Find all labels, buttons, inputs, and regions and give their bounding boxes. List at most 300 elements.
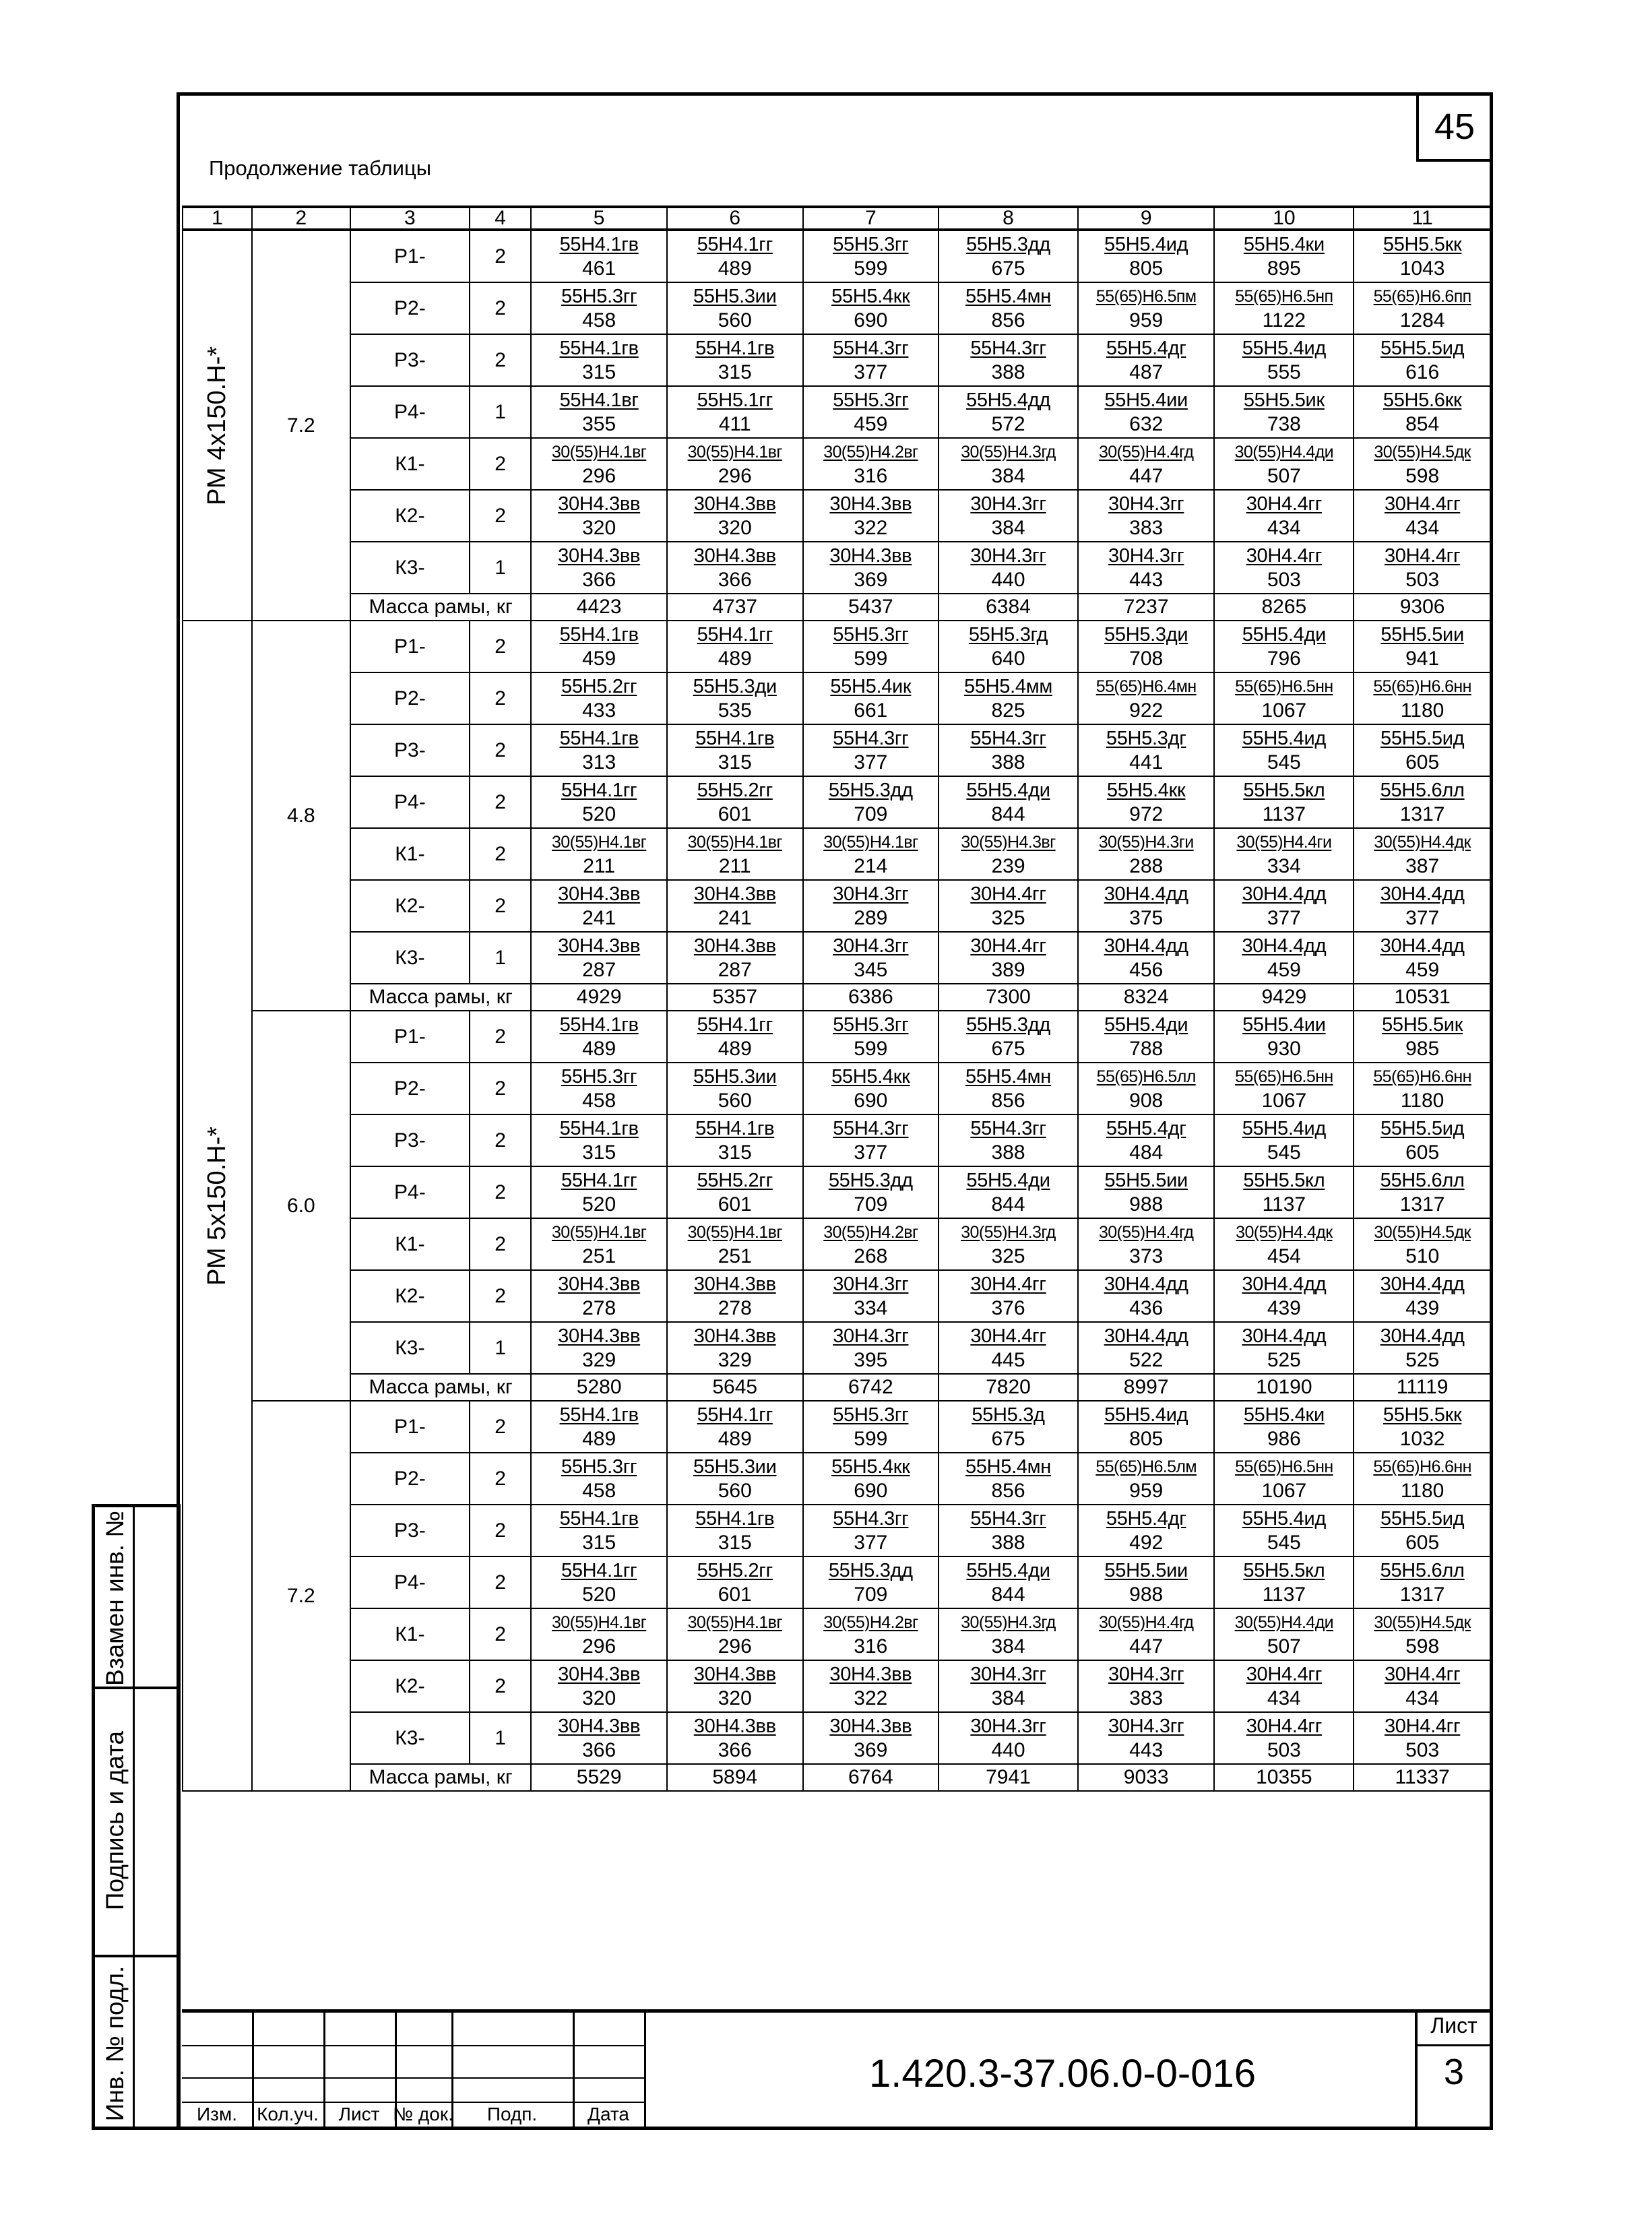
element-mark: 30Н4.4дд — [1380, 883, 1465, 905]
element-label: Р2- — [350, 1453, 470, 1505]
element-mark: 55Н4.1гв — [695, 1117, 775, 1139]
element-count: 2 — [470, 1505, 532, 1556]
mass-value: 7941 — [939, 1764, 1078, 1791]
mark-cell — [1354, 776, 1491, 828]
element-label: Р4- — [350, 776, 470, 828]
element-mark: 55Н5.2гг — [561, 675, 637, 697]
element-mark: 55Н5.5ик — [1243, 389, 1325, 411]
element-mark: 30Н4.3вв — [558, 883, 641, 905]
mark-cell — [1354, 621, 1491, 672]
element-count: 2 — [470, 1556, 532, 1608]
mark-cell — [1214, 490, 1354, 542]
element-mark: 55Н5.3гг — [833, 623, 909, 646]
mark-cell — [1078, 334, 1215, 386]
element-count: 2 — [470, 621, 532, 672]
mass-value: 10355 — [1214, 1764, 1354, 1791]
mark-cell — [939, 490, 1078, 542]
element-weight: 675 — [991, 1427, 1025, 1450]
element-mark: 30(55)Н4.1вг — [823, 832, 918, 852]
element-weight: 522 — [1129, 1348, 1164, 1371]
element-weight: 278 — [718, 1296, 752, 1319]
mass-value: 8997 — [1078, 1374, 1215, 1401]
element-label: Р1- — [350, 1401, 470, 1453]
element-weight: 377 — [854, 751, 888, 774]
mark-cell — [939, 724, 1078, 776]
mark-cell — [939, 1712, 1078, 1764]
element-weight: 487 — [1129, 360, 1164, 383]
mark-cell — [1354, 1166, 1491, 1218]
element-mark: 30Н4.4гг — [1246, 493, 1322, 515]
mark-cell — [803, 1270, 939, 1322]
mark-cell — [1214, 1322, 1354, 1374]
element-label: Р3- — [350, 334, 470, 386]
element-mark: 30Н4.3вв — [829, 493, 912, 515]
element-mark: 30Н4.3гг — [1108, 1663, 1184, 1685]
mark-cell — [1214, 1270, 1354, 1322]
mark-cell — [1214, 386, 1354, 438]
element-mark: 55Н5.6лл — [1380, 779, 1465, 801]
element-mark: 30Н4.3вв — [693, 1715, 776, 1737]
element-weight: 599 — [854, 257, 888, 280]
element-mark: 55Н5.4ид — [1242, 1117, 1326, 1139]
inv-orig-label: Инв. № подл. — [101, 1965, 129, 2122]
element-mark: 55Н4.1гв — [695, 727, 775, 749]
mark-cell — [803, 230, 939, 282]
element-mark: 30Н4.3вв — [693, 1273, 776, 1295]
element-weight: 459 — [1405, 958, 1440, 981]
mark-cell — [939, 1270, 1078, 1322]
mark-cell — [667, 1660, 803, 1712]
element-weight: 433 — [582, 699, 616, 722]
element-label: Р2- — [350, 282, 470, 334]
mark-cell — [667, 282, 803, 334]
element-weight: 373 — [1129, 1245, 1164, 1267]
document-number: 1.420.3-37.06.0-0-016 — [869, 2052, 1256, 2096]
element-mark: 55Н5.3гг — [833, 389, 909, 411]
element-mark: 55Н4.1гг — [697, 1404, 773, 1426]
mark-cell — [667, 438, 803, 490]
element-mark: 55Н5.4ид — [1242, 727, 1326, 749]
element-mark: 30Н4.4гг — [1384, 544, 1461, 567]
element-weight: 1180 — [1400, 1479, 1444, 1502]
mark-cell — [531, 282, 667, 334]
element-weight: 988 — [1129, 1193, 1164, 1216]
element-weight: 844 — [991, 1193, 1025, 1216]
element-weight: 384 — [991, 464, 1025, 487]
element-mark: 55Н5.3дд — [966, 233, 1050, 255]
element-mark: 55Н4.1гг — [561, 1169, 637, 1191]
element-mark: 55Н4.3гг — [833, 337, 909, 359]
mark-cell — [531, 1218, 667, 1270]
element-mark: 55Н5.6лл — [1380, 1169, 1465, 1191]
element-count: 2 — [470, 1453, 532, 1505]
mark-cell — [667, 1270, 803, 1322]
element-mark: 30(55)Н4.5дк — [1374, 1612, 1471, 1632]
column-header: 2 — [252, 207, 350, 230]
element-mark: 30Н4.4дд — [1380, 935, 1465, 957]
mark-cell — [1354, 1660, 1491, 1712]
element-weight: 959 — [1129, 309, 1164, 332]
element-weight: 520 — [582, 802, 616, 825]
column-header: 5 — [531, 207, 667, 230]
element-mark: 55Н5.4кк — [831, 285, 910, 307]
mark-cell — [531, 1505, 667, 1556]
element-mark: 30(55)Н4.1вг — [552, 442, 647, 462]
element-weight: 316 — [854, 1635, 888, 1658]
mark-cell — [531, 386, 667, 438]
element-weight: 503 — [1405, 568, 1440, 591]
element-weight: 287 — [718, 958, 752, 981]
element-mark: 55Н5.3гг — [833, 1013, 909, 1036]
mark-cell — [803, 1322, 939, 1374]
element-weight: 972 — [1129, 802, 1164, 825]
mark-cell — [803, 1063, 939, 1114]
mark-cell — [1354, 1270, 1491, 1322]
mark-cell — [1078, 1401, 1215, 1453]
element-weight: 675 — [991, 1037, 1025, 1060]
mark-cell — [1214, 1505, 1354, 1556]
mark-cell — [531, 490, 667, 542]
mark-cell — [667, 1322, 803, 1374]
mass-value: 9306 — [1354, 594, 1491, 621]
mass-value: 6384 — [939, 594, 1078, 621]
mark-cell — [803, 776, 939, 828]
element-weight: 520 — [582, 1193, 616, 1216]
mass-value: 4737 — [667, 594, 803, 621]
element-weight: 459 — [1267, 958, 1301, 981]
table-row — [183, 1712, 1491, 1764]
element-mark: 30Н4.4гг — [970, 1325, 1046, 1347]
element-mark: 30Н4.4дд — [1242, 883, 1327, 905]
element-weight: 445 — [991, 1348, 1025, 1371]
mark-cell — [667, 880, 803, 932]
element-weight: 489 — [718, 1427, 752, 1450]
element-weight: 1067 — [1261, 1479, 1307, 1502]
element-weight: 329 — [718, 1348, 752, 1371]
series-label-cell — [183, 621, 252, 1791]
element-weight: 675 — [991, 257, 1025, 280]
element-count: 1 — [470, 1322, 532, 1374]
element-weight: 325 — [991, 906, 1025, 929]
mark-cell — [667, 1218, 803, 1270]
mark-cell — [1214, 828, 1354, 880]
element-weight: 1180 — [1400, 699, 1444, 722]
mass-value: 11119 — [1354, 1374, 1491, 1401]
element-weight: 439 — [1267, 1296, 1301, 1319]
mark-cell — [1078, 1453, 1215, 1505]
element-weight: 388 — [991, 1531, 1025, 1554]
mark-cell — [1214, 438, 1354, 490]
element-weight: 251 — [582, 1245, 616, 1267]
element-mark: 55Н5.5ид — [1380, 1117, 1465, 1139]
mark-cell — [1354, 1556, 1491, 1608]
table-row — [183, 1114, 1491, 1166]
element-mark: 30Н4.3гг — [970, 1715, 1046, 1737]
table-row — [183, 1608, 1491, 1660]
element-count: 2 — [470, 724, 532, 776]
element-mark: 55Н5.5ии — [1380, 623, 1464, 646]
element-weight: 296 — [582, 464, 616, 487]
mark-cell — [803, 1505, 939, 1556]
element-weight: 825 — [991, 699, 1025, 722]
mark-cell — [803, 1453, 939, 1505]
stamp-label-izm: Изм. — [197, 2104, 237, 2124]
element-weight: 507 — [1267, 1635, 1301, 1658]
element-mark: 55Н5.3д — [972, 1404, 1045, 1426]
mass-value: 5645 — [667, 1374, 803, 1401]
mark-cell — [1354, 1401, 1491, 1453]
mass-row — [183, 1374, 1491, 1401]
element-weight: 389 — [991, 958, 1025, 981]
table-row — [183, 1166, 1491, 1218]
element-count: 1 — [470, 542, 532, 594]
column-header: 7 — [803, 207, 939, 230]
series-label: РМ 5х150.Н-* — [203, 1126, 232, 1286]
element-count: 2 — [470, 1401, 532, 1453]
table-row — [183, 1218, 1491, 1270]
series-label-cell — [183, 230, 252, 621]
mark-cell — [1354, 828, 1491, 880]
element-weight: 985 — [1405, 1037, 1440, 1060]
replaced-inv-label: Взамен инв. № — [101, 1511, 129, 1686]
mark-cell — [531, 1011, 667, 1063]
element-weight: 377 — [1267, 906, 1301, 929]
element-weight: 316 — [854, 464, 888, 487]
mark-cell — [1354, 386, 1491, 438]
element-mark: 30(55)Н4.1вг — [552, 1222, 647, 1242]
mass-value: 6742 — [803, 1374, 939, 1401]
element-mark: 55Н5.4ди — [966, 1169, 1050, 1191]
element-mark: 55Н4.3гг — [833, 727, 909, 749]
mark-cell — [939, 776, 1078, 828]
element-mark: 30(55)Н4.4дк — [1236, 1222, 1333, 1242]
element-weight: 489 — [718, 257, 752, 280]
mark-cell — [531, 542, 667, 594]
mark-cell — [803, 1401, 939, 1453]
mark-cell — [939, 1218, 1078, 1270]
element-mark: 55Н4.1гг — [697, 233, 773, 255]
element-weight: 443 — [1129, 1738, 1164, 1761]
element-mark: 55Н4.3гг — [833, 1117, 909, 1139]
element-weight: 708 — [1129, 647, 1164, 670]
element-label: К3- — [350, 932, 470, 984]
element-weight: 434 — [1405, 1687, 1440, 1709]
table-row — [183, 230, 1491, 282]
element-label: К2- — [350, 490, 470, 542]
table-row — [183, 1011, 1491, 1063]
element-mark: 55Н5.3ии — [693, 1455, 777, 1478]
mark-cell — [803, 1660, 939, 1712]
element-weight: 484 — [1129, 1141, 1164, 1164]
element-label: К1- — [350, 1608, 470, 1660]
mass-row — [183, 984, 1491, 1011]
element-mark: 55Н4.3гг — [970, 727, 1046, 749]
element-mark: 55Н5.2гг — [697, 1559, 773, 1581]
element-mark: 55(65)Н6.6нн — [1373, 1457, 1471, 1476]
mass-value: 5437 — [803, 594, 939, 621]
element-weight: 434 — [1267, 1687, 1301, 1709]
element-weight: 941 — [1405, 647, 1440, 670]
element-label: К3- — [350, 1322, 470, 1374]
element-mark: 55Н5.6кк — [1383, 389, 1462, 411]
mass-value: 7237 — [1078, 594, 1215, 621]
element-label: Р3- — [350, 1505, 470, 1556]
height-value: 6.0 — [252, 1011, 350, 1401]
element-weight: 796 — [1267, 647, 1301, 670]
mark-cell — [1078, 490, 1215, 542]
element-mark: 55Н5.3ии — [693, 1065, 777, 1088]
element-mark: 30Н4.3вв — [829, 544, 912, 567]
element-mark: 30(55)Н4.4ги — [1236, 832, 1332, 852]
mass-value: 10531 — [1354, 984, 1491, 1011]
mark-cell — [531, 1270, 667, 1322]
element-weight: 503 — [1267, 1738, 1301, 1761]
stamp-label-date: Дата — [587, 2104, 630, 2124]
mark-cell — [1214, 1011, 1354, 1063]
mark-cell — [1214, 672, 1354, 724]
sheet-label: Лист — [1430, 2013, 1478, 2038]
element-label: К2- — [350, 1270, 470, 1322]
element-weight: 1032 — [1399, 1427, 1445, 1450]
element-weight: 489 — [718, 1037, 752, 1060]
mark-cell — [1214, 776, 1354, 828]
mark-cell — [667, 1114, 803, 1166]
mark-cell — [1078, 1114, 1215, 1166]
element-weight: 315 — [718, 360, 752, 383]
element-weight: 366 — [582, 1738, 616, 1761]
mark-cell — [939, 932, 1078, 984]
element-mark: 55Н5.3гг — [561, 285, 637, 307]
mark-cell — [531, 1114, 667, 1166]
element-label: К1- — [350, 1218, 470, 1270]
element-mark: 30Н4.3вв — [693, 493, 776, 515]
element-weight: 738 — [1267, 412, 1301, 435]
element-mark: 30Н4.4дд — [1242, 1325, 1327, 1347]
element-mark: 30Н4.4гг — [970, 935, 1046, 957]
mass-label: Масса рамы, кг — [350, 1374, 531, 1401]
element-mark: 30Н4.3гг — [833, 1325, 909, 1347]
mark-cell — [667, 1608, 803, 1660]
table-row — [183, 1270, 1491, 1322]
table-row — [183, 621, 1491, 672]
mark-cell — [1354, 334, 1491, 386]
mark-cell — [531, 932, 667, 984]
table-row — [183, 880, 1491, 932]
element-mark: 55(65)Н6.5лм — [1095, 1457, 1197, 1476]
element-mark: 30Н4.3вв — [558, 1273, 641, 1295]
element-mark: 30(55)Н4.1вг — [687, 442, 782, 462]
column-header: 4 — [470, 207, 532, 230]
mark-cell — [667, 724, 803, 776]
element-mark: 55Н5.3гг — [561, 1455, 637, 1478]
element-mark: 55Н5.3гг — [833, 233, 909, 255]
element-weight: 525 — [1267, 1348, 1301, 1371]
mark-cell — [531, 1608, 667, 1660]
element-weight: 461 — [582, 257, 616, 280]
element-mark: 30(55)Н4.3ги — [1098, 832, 1194, 852]
table-row — [183, 776, 1491, 828]
mark-cell — [531, 880, 667, 932]
mark-cell — [1354, 230, 1491, 282]
mark-cell — [1214, 334, 1354, 386]
element-mark: 55Н4.1гв — [695, 1507, 775, 1530]
element-weight: 601 — [718, 1583, 752, 1606]
element-weight: 434 — [1405, 516, 1440, 539]
element-mark: 55Н5.3ди — [1104, 623, 1188, 646]
element-weight: 388 — [991, 360, 1025, 383]
element-mark: 55Н5.2гг — [697, 779, 773, 801]
element-mark: 30Н4.3вв — [558, 493, 641, 515]
mark-cell — [531, 1712, 667, 1764]
element-weight: 355 — [582, 412, 616, 435]
element-label: К1- — [350, 828, 470, 880]
mark-cell — [1078, 1218, 1215, 1270]
mark-cell — [939, 1505, 1078, 1556]
element-weight: 856 — [991, 1089, 1025, 1112]
element-weight: 369 — [854, 568, 888, 591]
mark-cell — [1078, 438, 1215, 490]
element-mark: 30Н4.3вв — [693, 1325, 776, 1347]
mark-cell — [1354, 1011, 1491, 1063]
element-weight: 315 — [718, 751, 752, 774]
mark-cell — [803, 880, 939, 932]
element-weight: 805 — [1129, 1427, 1164, 1450]
element-weight: 1137 — [1262, 1193, 1306, 1216]
element-mark: 30Н4.4гг — [1246, 544, 1322, 567]
element-label: Р1- — [350, 230, 470, 282]
element-mark: 30Н4.3вв — [829, 1715, 912, 1737]
mark-cell — [1078, 1712, 1215, 1764]
element-mark: 55Н5.4ид — [1104, 233, 1188, 255]
element-label: Р1- — [350, 1011, 470, 1063]
mark-cell — [803, 1011, 939, 1063]
mark-cell — [939, 282, 1078, 334]
element-weight: 922 — [1129, 699, 1164, 722]
mark-cell — [1214, 1556, 1354, 1608]
element-mark: 55Н4.3гг — [970, 1117, 1046, 1139]
element-mark: 30Н4.3вв — [558, 544, 641, 567]
mark-cell — [667, 1401, 803, 1453]
mark-cell — [667, 1063, 803, 1114]
mark-cell — [939, 1608, 1078, 1660]
element-mark: 30Н4.3гг — [1108, 493, 1184, 515]
mark-cell — [667, 776, 803, 828]
element-mark: 30(55)Н4.2вг — [823, 442, 918, 462]
element-weight: 854 — [1405, 412, 1440, 435]
element-mark: 30Н4.4дд — [1104, 883, 1188, 905]
mark-cell — [531, 334, 667, 386]
table-row — [183, 1453, 1491, 1505]
weights-table — [182, 206, 1492, 1792]
mass-label: Масса рамы, кг — [350, 594, 531, 621]
element-weight: 334 — [854, 1296, 888, 1319]
element-weight: 489 — [582, 1427, 616, 1450]
column-header: 1 — [183, 207, 252, 230]
element-mark: 55Н5.5кл — [1243, 1169, 1325, 1191]
mark-cell — [1214, 1166, 1354, 1218]
mark-cell — [803, 1218, 939, 1270]
mark-cell — [1354, 282, 1491, 334]
element-count: 1 — [470, 1712, 532, 1764]
element-weight: 376 — [991, 1296, 1025, 1319]
element-label: Р3- — [350, 1114, 470, 1166]
element-weight: 599 — [854, 647, 888, 670]
element-weight: 320 — [582, 516, 616, 539]
stamp-label-sign: Подп. — [486, 2104, 538, 2124]
element-weight: 1317 — [1399, 1583, 1445, 1606]
element-count: 2 — [470, 334, 532, 386]
element-weight: 560 — [718, 1089, 752, 1112]
